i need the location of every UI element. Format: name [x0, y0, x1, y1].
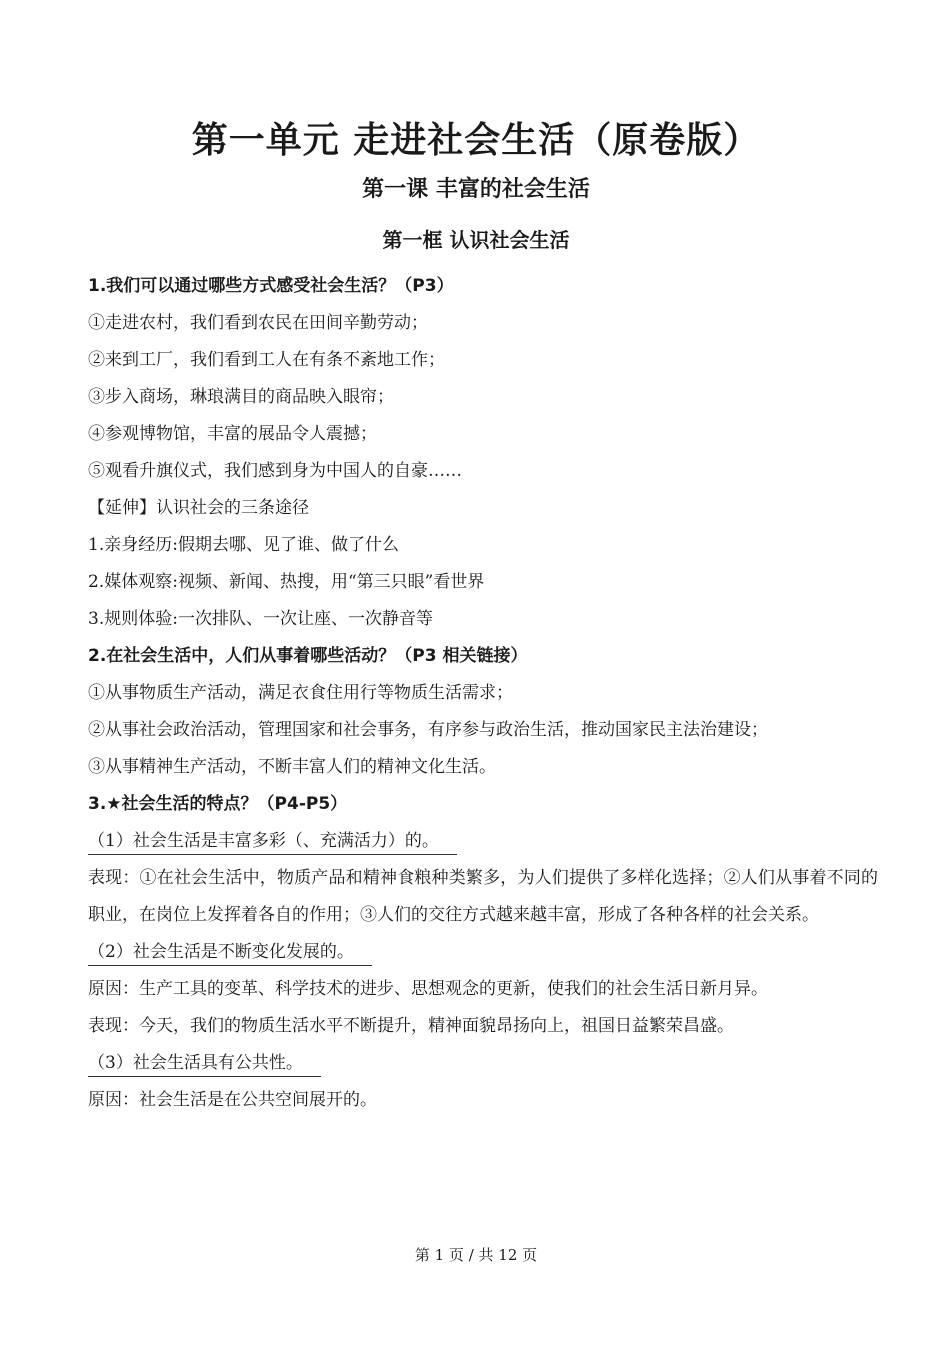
list-item: ①走进农村，我们看到农民在田间辛勤劳动； [88, 313, 428, 333]
point-1-detail: 表现：①在社会生活中，物质产品和精神食粮种类繁多，为人们提供了多样化选择；②人们从事着不同的职业，在岗位上发挥着各自的作用；③人们的交往方式越来越丰富，形成了各种各样的社会关系。 [88, 868, 878, 925]
list-item: ②来到工厂，我们看到工人在有条不紊地工作； [88, 350, 445, 370]
point-1-heading: （1）社会生活是丰富多彩（、充满活力）的。 [88, 828, 457, 855]
list-item: ②从事社会政治活动，管理国家和社会事务，有序参与政治生活，推动国家民主法治建设； [88, 720, 768, 740]
point-2-detail: 表现：今天，我们的物质生活水平不断提升，精神面貌昂扬向上，祖国日益繁荣昌盛。 [88, 1016, 734, 1036]
list-item: ①从事物质生产活动，满足衣食住用行等物质生活需求； [88, 683, 513, 703]
list-item: 1.亲身经历:假期去哪、见了谁、做了什么 [88, 535, 399, 555]
list-item: 2.媒体观察:视频、新闻、热搜，用“第三只眼”看世界 [88, 572, 485, 592]
point-1-row [88, 823, 878, 860]
lesson-title: 第一课 丰富的社会生活 [362, 177, 590, 202]
list-item: ③步入商场，琳琅满目的商品映入眼帘； [88, 387, 394, 407]
list-item: 3.规则体验:一次排队、一次让座、一次静音等 [88, 609, 433, 629]
point-3-reason: 原因：社会生活是在公共空间展开的。 [88, 1090, 377, 1110]
page-number: 第 1 页 / 共 12 页 [414, 1246, 538, 1264]
question-3: 3.★社会生活的特点？（P4-P5） [88, 794, 348, 814]
question-1: 1.我们可以通过哪些方式感受社会生活？（P3） [88, 276, 454, 296]
point-2-reason: 原因：生产工具的变革、科学技术的进步、思想观念的更新，使我们的社会生活日新月异。 [88, 979, 768, 999]
unit-title: 第一单元 走进社会生活（原卷版） [191, 119, 761, 161]
point-2-heading: （2）社会生活是不断变化发展的。 [88, 939, 372, 966]
extension-title: 【延伸】认识社会的三条途径 [88, 498, 309, 518]
frame-title: 第一框 认识社会生活 [382, 228, 570, 252]
list-item: ⑤观看升旗仪式，我们感到身为中国人的自豪…… [88, 461, 462, 481]
point-2-row [88, 934, 878, 971]
point-3-row [88, 1045, 878, 1082]
list-item: ③从事精神生产活动，不断丰富人们的精神文化生活。 [88, 757, 496, 777]
point-3-heading: （3）社会生活具有公共性。 [88, 1050, 321, 1077]
main-content [88, 268, 878, 1119]
list-item: ④参观博物馆，丰富的展品令人震撼； [88, 424, 377, 444]
question-2: 2.在社会生活中，人们从事着哪些活动？（P3 相关链接） [88, 646, 528, 666]
